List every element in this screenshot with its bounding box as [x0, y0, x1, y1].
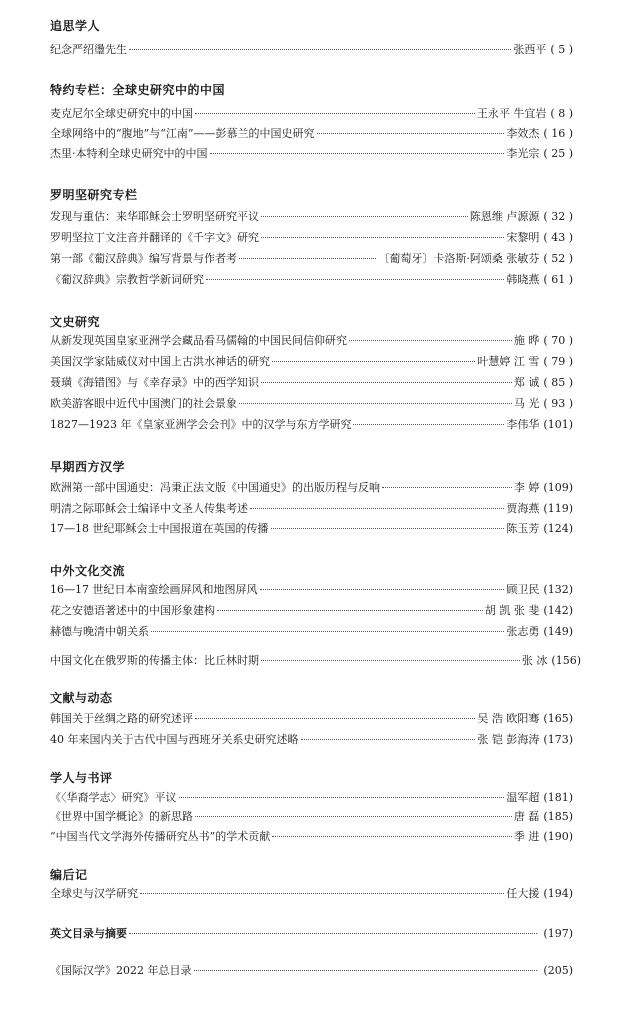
dot-leader: [261, 382, 512, 383]
entry-page: ( 109 ): [543, 480, 573, 496]
dot-leader: [353, 424, 504, 425]
entry-title: 纪念严绍璗先生: [50, 43, 127, 56]
entry-title: 《国际汉学》2022 年总目录: [50, 964, 192, 977]
entry-title: 美国汉学家陆威仪对中国上古洪水神话的研究: [50, 355, 270, 368]
entry-title: 16—17 世纪日本南蛮绘画屏风和地图屏风: [50, 583, 258, 596]
entry-author: 李效杰: [506, 127, 540, 140]
dot-leader: [195, 718, 475, 719]
entry-title: 花之安德语著述中的中国形象建构: [50, 604, 215, 617]
entry-author: 季 进: [513, 830, 540, 843]
entry-author: 马 光: [513, 397, 540, 410]
toc-entry[interactable]: [50, 501, 573, 517]
entry-title: 中国文化在俄罗斯的传播主体：比丘林时期: [50, 654, 259, 667]
toc-entry[interactable]: [50, 106, 573, 122]
entry-title: 韩国关于丝绸之路的研究述评: [50, 712, 193, 725]
entry-author: 李伟华: [506, 418, 540, 431]
entry-author: 陈恩维 卢源源: [469, 210, 540, 223]
toc-entry[interactable]: [50, 809, 573, 825]
toc-entry[interactable]: [50, 272, 573, 288]
toc-entry-standalone[interactable]: [50, 926, 573, 942]
toc-entry[interactable]: [50, 209, 573, 225]
dot-leader: [140, 893, 504, 894]
entry-title: 聂璜《海错图》与《幸存录》中的西学知识: [50, 376, 259, 389]
entry-title: 《世界中国学概论》的新思路: [50, 810, 193, 823]
entry-author: 王永平 牛宜岩: [476, 107, 547, 120]
entry-page: ( 142 ): [543, 603, 573, 619]
entry-page: ( 5 ): [550, 42, 573, 58]
entry-page: ( 132 ): [543, 582, 573, 598]
dot-leader: [194, 970, 538, 971]
entry-author: 任大援: [506, 887, 540, 900]
dot-leader: [195, 113, 475, 114]
toc-entry[interactable]: [50, 829, 573, 845]
entry-title: 17—18 世纪耶稣会士中国报道在英国的传播: [50, 522, 269, 535]
toc-entry[interactable]: [50, 354, 573, 370]
entry-title: 1827—1923 年《皇家亚洲学会会刊》中的汉学与东方学研究: [50, 418, 352, 431]
toc-entry-standalone[interactable]: [50, 963, 573, 979]
section-title: 文献与动态: [50, 691, 113, 705]
section-title: 追思学人: [50, 19, 101, 33]
entry-title: 从新发现英国皇家亚洲学会藏品看马儒翰的中国民间信仰研究: [50, 334, 347, 347]
toc-entry[interactable]: [50, 230, 573, 246]
entry-author: 张 冰: [521, 654, 548, 667]
entry-page: ( 61 ): [543, 272, 573, 288]
toc-entry[interactable]: [50, 126, 573, 142]
entry-title: “中国当代文学海外传播研究丛书”的学术贡献: [50, 830, 271, 843]
entry-author: 贾海燕: [506, 502, 540, 515]
entry-page: ( 52 ): [543, 251, 573, 267]
toc-entry[interactable]: [50, 251, 573, 267]
entry-page: ( 70 ): [543, 333, 573, 349]
entry-title: 全球史与汉学研究: [50, 887, 138, 900]
entry-page: ( 32 ): [543, 209, 573, 225]
entry-title: 麦克尼尔全球史研究中的中国: [50, 107, 193, 120]
entry-author: 张西平: [513, 43, 547, 56]
dot-leader: [239, 258, 376, 259]
entry-page: ( 119 ): [543, 501, 573, 517]
entry-page: ( 149 ): [543, 624, 573, 640]
entry-page: ( 101 ): [543, 417, 573, 433]
dot-leader: [195, 816, 512, 817]
section-title: 文史研究: [50, 315, 101, 329]
entry-title: 发现与重估：来华耶稣会士罗明坚研究平议: [50, 210, 259, 223]
dot-leader: [272, 836, 512, 837]
entry-title: 罗明坚拉丁文注音并翻译的《千字文》研究: [50, 231, 259, 244]
section-title: 中外文化交流: [50, 564, 126, 578]
dot-leader: [179, 797, 505, 798]
entry-author: 陈玉芳: [506, 522, 540, 535]
entry-author: 施 晔: [513, 334, 540, 347]
entry-author: 唐 磊: [513, 810, 540, 823]
dot-leader: [301, 739, 476, 740]
entry-author: 叶慧婷 江 雪: [477, 355, 540, 368]
dot-leader: [271, 528, 505, 529]
entry-author: 吴 浩 欧阳骞: [477, 712, 540, 725]
dot-leader: [151, 631, 504, 632]
entry-title: 第一部《葡汉辞典》编写背景与作者考: [50, 252, 237, 265]
entry-page: ( 8 ): [550, 106, 573, 122]
dot-leader: [129, 933, 537, 934]
dot-leader: [349, 340, 512, 341]
entry-author: 温军超: [506, 791, 540, 804]
entry-author: 李光宗: [506, 147, 540, 160]
entry-title: 欧美游客眼中近代中国澳门的社会景象: [50, 397, 237, 410]
entry-page: ( 197 ): [543, 926, 573, 942]
toc-entry[interactable]: [50, 42, 573, 58]
entry-page: ( 165 ): [543, 711, 573, 727]
toc-entry[interactable]: [50, 711, 573, 727]
section-title: 早期西方汉学: [50, 460, 126, 474]
dot-leader: [382, 487, 512, 488]
dot-leader: [250, 508, 504, 509]
entry-author: 张 铠 彭海涛: [477, 733, 540, 746]
dot-leader: [317, 133, 505, 134]
entry-author: 郑 诚: [513, 376, 540, 389]
entry-page: ( 16 ): [543, 126, 573, 142]
dot-leader: [261, 216, 468, 217]
dot-leader: [129, 49, 511, 50]
entry-title: 全球网络中的“腹地”与“江南”——彭慕兰的中国史研究: [50, 127, 315, 140]
entry-page: ( 124 ): [543, 521, 573, 537]
toc-entry[interactable]: [50, 480, 573, 496]
entry-author: 胡 凯 张 斐: [484, 604, 540, 617]
entry-title: 40 年来国内关于古代中国与西班牙关系史研究述略: [50, 733, 299, 746]
section-title: 编后记: [50, 868, 88, 882]
entry-title: 明清之际耶稣会士编译中文圣人传集考述: [50, 502, 248, 515]
entry-title: 赫德与晚清中朝关系: [50, 625, 149, 638]
entry-page: ( 43 ): [543, 230, 573, 246]
toc-entry[interactable]: [50, 732, 573, 748]
entry-title: 《〈华裔学志〉研究》平议: [50, 791, 177, 804]
entry-author: 宋黎明: [506, 231, 540, 244]
toc-entry[interactable]: [50, 417, 573, 433]
dot-leader: [272, 361, 475, 362]
toc-entry[interactable]: [50, 396, 573, 412]
toc-entry[interactable]: [50, 886, 573, 902]
entry-author: 韩晓燕: [506, 273, 540, 286]
toc-entry[interactable]: [50, 653, 581, 669]
toc-entry[interactable]: [50, 333, 573, 349]
entry-title: 杰里·本特利全球史研究中的中国: [50, 147, 208, 160]
entry-author: 李 婷: [513, 481, 540, 494]
entry-author: 〔葡萄牙〕卡洛斯·阿颂桑 张敏芬: [378, 252, 540, 265]
dot-leader: [261, 237, 504, 238]
entry-page: ( 205 ): [543, 963, 573, 979]
dot-leader: [261, 660, 520, 661]
entry-page: ( 85 ): [543, 375, 573, 391]
entry-author: 顾卫民: [506, 583, 540, 596]
entry-page: ( 25 ): [543, 146, 573, 162]
dot-leader: [217, 610, 483, 611]
entry-page: ( 194 ): [543, 886, 573, 902]
entry-page: ( 93 ): [543, 396, 573, 412]
toc-entry[interactable]: [50, 790, 573, 806]
toc-entry[interactable]: [50, 624, 573, 640]
toc-entry[interactable]: [50, 603, 573, 619]
dot-leader: [260, 589, 505, 590]
entry-title: 欧洲第一部中国通史：冯秉正法文版《中国通史》的出版历程与反响: [50, 481, 380, 494]
toc-entry[interactable]: [50, 582, 573, 598]
dot-leader: [210, 153, 505, 154]
entry-author: 张志勇: [506, 625, 540, 638]
section-title: 罗明坚研究专栏: [50, 188, 138, 202]
entry-page: ( 156 ): [551, 653, 581, 669]
entry-title: 《葡汉辞典》宗教哲学新词研究: [50, 273, 204, 286]
dot-leader: [239, 403, 512, 404]
entry-title: 英文目录与摘要: [50, 927, 127, 940]
entry-page: ( 190 ): [543, 829, 573, 845]
section-title: 特约专栏：全球史研究中的中国: [50, 83, 226, 97]
section-title: 学人与书评: [50, 771, 113, 785]
toc-entry[interactable]: [50, 521, 573, 537]
dot-leader: [206, 279, 504, 280]
toc-entry[interactable]: [50, 375, 573, 391]
toc-entry[interactable]: [50, 146, 573, 162]
entry-page: ( 181 ): [543, 790, 573, 806]
entry-page: ( 185 ): [543, 809, 573, 825]
entry-page: ( 79 ): [543, 354, 573, 370]
entry-page: ( 173 ): [543, 732, 573, 748]
